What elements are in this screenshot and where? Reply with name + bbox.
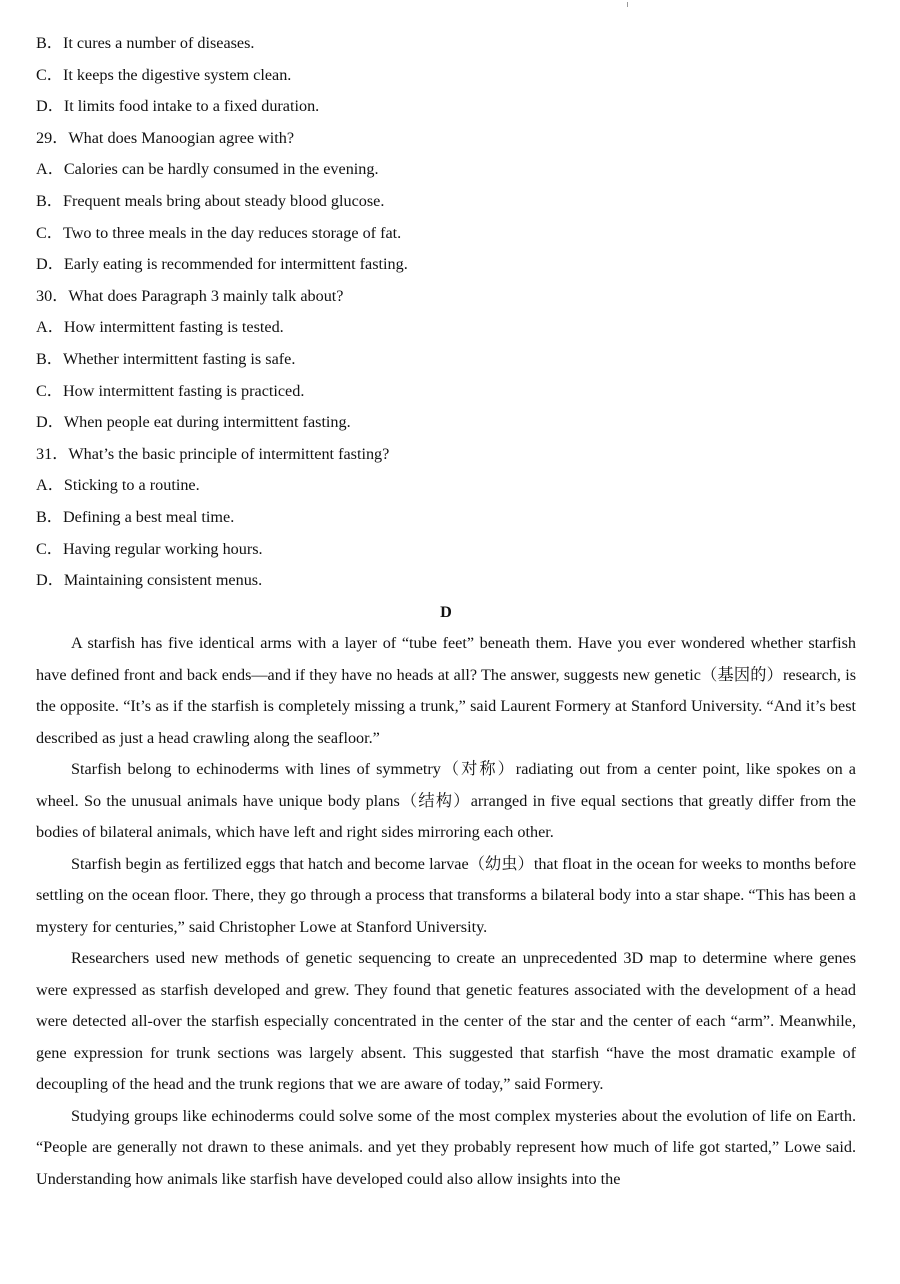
question-30: [36, 281, 856, 439]
option-a: A．Sticking to a routine.: [36, 476, 200, 495]
option-d: D．Maintaining consistent menus.: [36, 571, 263, 590]
question-stem: 29．What does Manoogian agree with?: [36, 128, 295, 147]
scan-mark: [627, 2, 628, 7]
option-a: A．How intermittent fasting is tested.: [36, 318, 284, 337]
option-c: C．It keeps the digestive system clean.: [36, 65, 292, 84]
options-continued: [36, 28, 856, 123]
paragraph-2: Starfish belong to echinoderms with lines of symmetry（对称）radiating out from a center point, like spokes on a wheel. So the unusual animals have unique body plans（结构）arranged in five equal sections that greatly differ from the bodies of bilateral animals, which have left and right sides mirroring each other.: [36, 760, 856, 842]
question-stem: 30．What does Paragraph 3 mainly talk about?: [36, 286, 344, 305]
option-b: B．Whether intermittent fasting is safe.: [36, 349, 296, 368]
question-29: [36, 123, 856, 281]
paragraph-1: A starfish has five identical arms with a layer of “tube feet” beneath them. Have you ever wondered whether starfish have defined front and back ends—and if they have no heads at all? The answer, suggests new genetic（基因的）research, is the opposite. “It’s as if the starfish is completely missing a trunk,” said Laurent Formery at Stanford University. “And it’s best described as just a head crawling along the seafloor.”: [36, 634, 856, 747]
option-b: B．Frequent meals bring about steady blood glucose.: [36, 191, 385, 210]
document-page: [36, 28, 856, 1195]
option-b: B．Defining a best meal time.: [36, 507, 235, 526]
option-c: C．Two to three meals in the day reduces storage of fat.: [36, 223, 402, 242]
question-31: [36, 439, 856, 597]
question-stem: 31．What’s the basic principle of intermittent fasting?: [36, 444, 390, 463]
option-c: C．How intermittent fasting is practiced.: [36, 381, 305, 400]
paragraph-3: Starfish begin as fertilized eggs that hatch and become larvae（幼虫）that float in the ocean for weeks to months before settling on the ocean floor. There, they go through a process that transforms a bilateral body into a star shape. “This has been a mystery for centuries,” said Christopher Lowe at Stanford University.: [36, 854, 856, 936]
section-title: D: [440, 602, 452, 621]
option-c: C．Having regular working hours.: [36, 539, 263, 558]
paragraph-5: Studying groups like echinoderms could solve some of the most complex mysteries about the evolution of life on Earth. “People are generally not drawn to these animals. and yet they probably represent how much of life got started,” Lowe said. Understanding how animals like starfish have developed could also allow insights into the: [36, 1106, 856, 1188]
option-d: D．Early eating is recommended for intermittent fasting.: [36, 255, 408, 274]
option-d: D．It limits food intake to a fixed duration.: [36, 97, 320, 116]
option-d: D．When people eat during intermittent fasting.: [36, 413, 351, 432]
option-a: A．Calories can be hardly consumed in the evening.: [36, 160, 379, 179]
passage-d: [36, 628, 856, 1195]
paragraph-4: Researchers used new methods of genetic sequencing to create an unprecedented 3D map to determine where genes were expressed as starfish developed and grew. They found that genetic features associated with the development of a head were detected all-over the starfish especially concentrated in the center of the star and the center of each “arm”. Meanwhile, gene expression for trunk sections was largely absent. This suggested that starfish “have the most dramatic example of decoupling of the head and the trunk regions that we are aware of today,” said Formery.: [36, 949, 856, 1094]
option-b: B．It cures a number of diseases.: [36, 34, 255, 52]
